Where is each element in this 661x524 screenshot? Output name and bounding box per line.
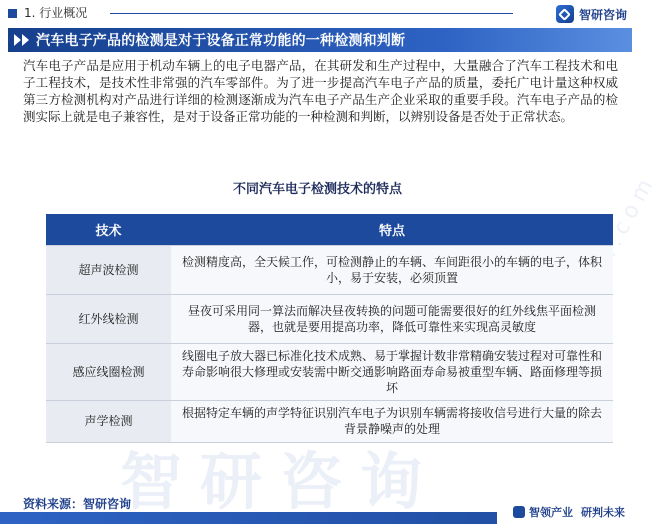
header-features: 特点 [171,214,613,245]
top-strip [0,0,635,28]
table-row [46,400,613,442]
table-header-row [46,214,613,245]
header-tech: 技术 [46,214,171,245]
tech-cell: 感应线圈检测 [46,343,171,400]
features-table [46,214,613,443]
brand-logo [556,5,627,23]
features-cell: 线圈电子放大器已标准化技术成熟、易于掌握计数非常精确安装过程对可靠性和寿命影响很大修理或安装需中断交通影响路面寿命易被重型车辆、路面修理等损坏 [171,343,613,400]
banner-title: 汽车电子产品的检测是对于设备正常功能的一种检测和判断 [36,33,406,49]
table-row [46,245,613,294]
tech-cell: 红外线检测 [46,294,171,343]
intro-paragraph: 汽车电子产品是应用于机动车辆上的电子电器产品，在其研发和生产过程中，大量融合了汽车工程技术和电子工程技术，是技术性非常强的汽车零部件。为了进一步提高汽车电子产品的质量，委托广电计量这种权威第三方检测机构对产品进行详细的检测逐渐成为汽车电子产品生产企业采取的重要手段。汽车电子产品的检测实际上就是电子兼容性，是对于设备正常功能的一种检测和判断，以辨别设备是否处于正常状态。 [23,58,618,124]
tech-cell: 超声波检测 [46,245,171,294]
header-rule [110,13,513,14]
table-row [46,294,613,343]
footer-slogan [497,500,635,524]
logo-text: 智研咨询 [578,7,627,22]
features-cell: 根据特定车辆的声学特征识别汽车电子为识别车辆需将接收信号进行大量的除去背景静噪声的处理 [171,400,613,442]
title-banner [8,28,632,52]
section-label: 1. 行业概况 [24,6,88,20]
features-cell: 昼夜可采用同一算法而解决昼夜转换的问题可能需要很好的红外线焦平面检测器，也就是要用提高功率，降低可靠性来实现高灵敏度 [171,294,613,343]
watermark-chinese: 智研咨询 [120,445,441,518]
slogan-left: 智领产业 [529,506,573,519]
table-caption: 不同汽车电子检测技术的特点 [232,182,402,197]
table-row [46,343,613,400]
slogan-logo-icon [513,506,525,518]
tech-cell: 声学检测 [46,400,171,442]
features-cell: 检测精度高，全天候工作，可检测静止的车辆、车间距很小的车辆的电子，体积小，易于安装，必须顶置 [171,245,613,294]
logo-icon [556,5,574,23]
section-marker [8,9,17,18]
slogan-right: 研判未来 [581,506,625,519]
source-note: 资料来源：智研咨询 [23,497,132,511]
double-arrow-icon [14,34,30,46]
